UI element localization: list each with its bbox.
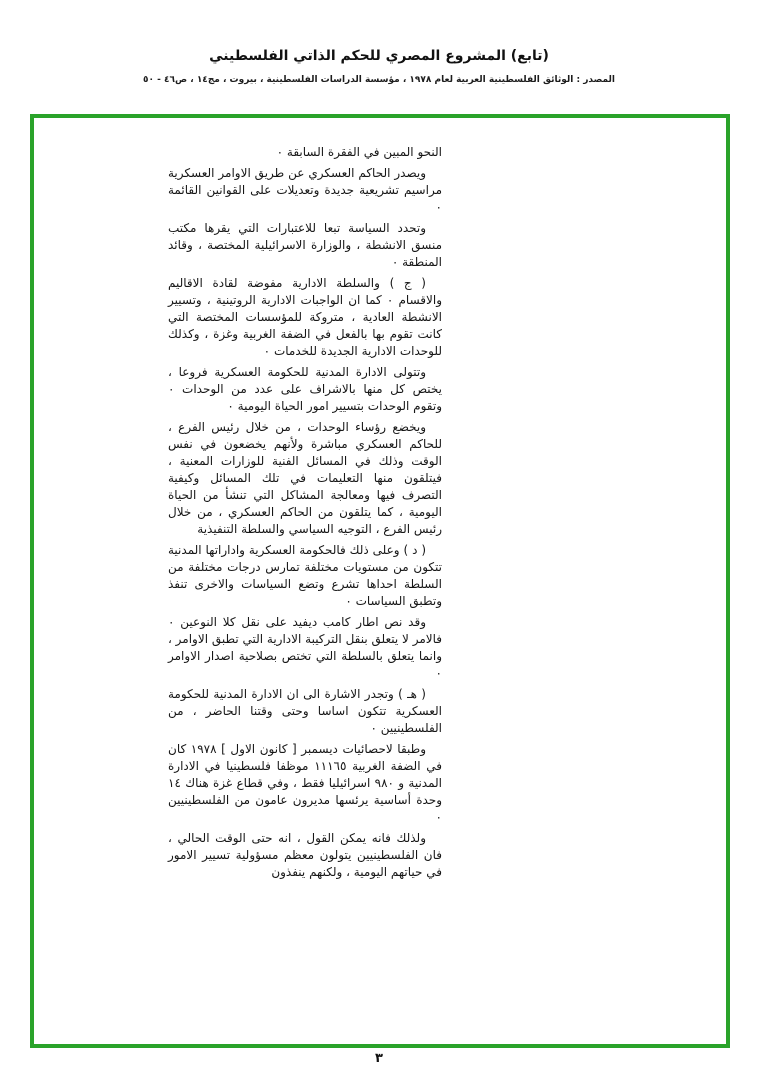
paragraph: ( د ) وعلى ذلك فالحكومة العسكرية واداراتها المدنية تتكون من مستويات مختلفة تمارس درجات مختلفة من السلطة احداها تشرع وتضع السياسات والاخرى تنفذ وتطبق السياسات ٠ — [168, 543, 442, 608]
paragraph: ويخضع رؤساء الوحدات ، من خلال رئيس الفرع ، للحاكم العسكري مباشرة ولأنهم يخضعون في نفس الوقت وذلك في المسائل الفنية للوزارات المعنية ، فيتلقون منها التعليمات في تلك المسائل وكيفية التصرف فيها ومعالجة المشاكل التي تنشأ من الحياة اليومية ، كما يتلقون من الحاكم العسكري ، من خلال رئيس الفرع ، التوجيه السياسي والسلطة التنفيذية — [168, 420, 442, 536]
body-text-column — [168, 144, 442, 885]
paragraph: وتحدد السياسة تبعا للاعتبارات التي يقرها مكتب منسق الانشطة ، والوزارة الاسرائيلية المختصة ، وقائد المنطقة ٠ — [168, 221, 442, 269]
paragraph: ولذلك فانه يمكن القول ، انه حتى الوقت الحالي ، فان الفلسطينيين يتولون معظم مسؤولية تسيير الامور في حياتهم اليومية ، ولكنهم ينفذون — [168, 831, 442, 879]
paragraph: وطبقا لاحصائيات ديسمبر [ كانون الاول ] ١٩٧٨ كان في الضفة الغربية ١١١٦٥ موظفا فلسطينيا في الادارة المدنية و ٩٨٠ اسرائيليا فقط ، وفي قطاع غزة هناك ١٤ وحدة أساسية يرئسها مديرون عامون من الفلسطينيين ٠ — [168, 742, 443, 824]
page-number: ٣ — [375, 1051, 383, 1066]
paragraph: وتتولى الادارة المدنية للحكومة العسكرية فروعا ، يختص كل منها بالاشراف على عدد من الوحدات ٠ وتقوم الوحدات بتسيير امور الحياة اليومية ٠ — [168, 365, 442, 413]
paragraph: ( هـ ) وتجدر الاشارة الى ان الادارة المدنية للحكومة العسكرية تتكون اساسا وحتى وقتنا الحاضر ، من الفلسطينيين ٠ — [168, 687, 442, 735]
paragraph: النحو المبين في الفقرة السابقة ٠ — [276, 145, 442, 159]
paragraph: ويصدر الحاكم العسكري عن طريق الاوامر العسكرية مراسيم تشريعية جديدة وتعديلات على القوانين القائمة ٠ — [168, 166, 442, 214]
document-title: (تابع) المشروع المصري للحكم الذاتي الفلسطيني — [209, 48, 549, 64]
document-header — [0, 48, 758, 85]
source-line: المصدر : الوثائق الفلسطينية العربية لعام ١٩٧٨ ، مؤسسة الدراسات الفلسطينية ، بيروت ، مج١٤ ، ص٤٦ - ٥٠ — [143, 75, 615, 85]
paragraph: وقد نص اطار كامب ديفيد على نقل كلا النوعين ٠ فالامر لا يتعلق بنقل التركيبة الادارية التي تطبق الاوامر ، وانما يتعلق بالسلطة التي تختص بصلاحية اصدار الاوامر ٠ — [167, 615, 442, 680]
green-border-frame — [30, 114, 730, 1048]
paragraph: ( ج ) والسلطة الادارية مفوضة لقادة الاقاليم والاقسام ٠ كما ان الواجبات الادارية الروتينية ، وتسيير الانشطة العادية ، متروكة للمؤسسات المختصة التي كانت تقوم بها بالفعل في الضفة الغربية وغزة ، وكذلك للوحدات الادارية الجديدة للخدمات ٠ — [168, 276, 442, 358]
